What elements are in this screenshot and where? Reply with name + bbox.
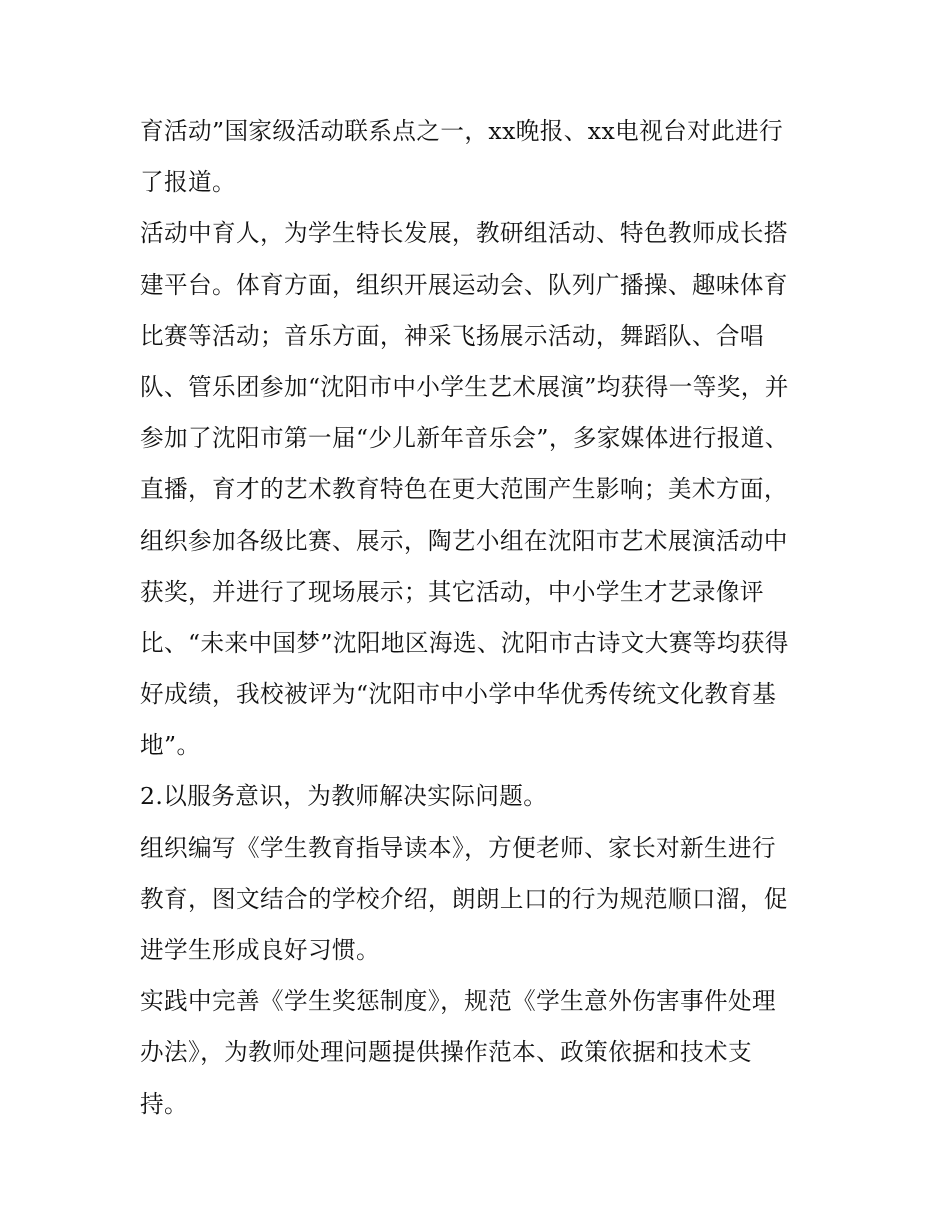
- text-line: 比赛等活动；音乐方面，神采飞扬展示活动，舞蹈队、合唱: [140, 321, 764, 350]
- section-heading: 2.以服务意识，为教师解决实际问题。: [140, 782, 548, 811]
- text-line: 好成绩，我校被评为“沈阳市中小学中华优秀传统文化教育基: [140, 680, 777, 709]
- text-line: 地”。: [140, 731, 201, 760]
- text-line: 建平台。体育方面，组织开展运动会、队列广播操、趣味体育: [140, 270, 788, 299]
- text-line: 直播，育才的艺术教育特色在更大范围产生影响；美术方面，: [140, 475, 788, 504]
- text-line: 比、“未来中国梦”沈阳地区海选、沈阳市古诗文大赛等均获得: [140, 628, 789, 657]
- text-line: 组织编写《学生教育指导读本》，方便老师、家长对新生进行: [140, 833, 777, 862]
- text-line: 办法》，为教师处理问题提供操作范本、政策依据和技术支: [140, 1038, 753, 1067]
- text-line: 参加了沈阳市第一届“少儿新年音乐会”，多家媒体进行报道、: [140, 424, 789, 453]
- text-line: 进学生形成良好习惯。: [140, 936, 380, 964]
- body-text: [140, 106, 820, 1130]
- text-line: 了报道。: [140, 168, 236, 197]
- text-line: 组织参加各级比赛、展示，陶艺小组在沈阳市艺术展演活动中: [140, 526, 788, 555]
- text-line: 活动中育人，为学生特长发展，教研组活动、特色教师成长搭: [140, 219, 788, 248]
- text-line: 队、管乐团参加“沈阳市中小学生艺术展演”均获得一等奖，并: [140, 372, 789, 401]
- text-line: 教育，图文结合的学校介绍，朗朗上口的行为规范顺口溜，促: [140, 884, 788, 913]
- text-line: 持。: [140, 1089, 188, 1118]
- text-line: 获奖，并进行了现场展示；其它活动，中小学生才艺录像评: [140, 577, 764, 606]
- text-line: 实践中完善《学生奖惩制度》，规范《学生意外伤害事件处理: [140, 987, 777, 1016]
- text-line: 育活动”国家级活动联系点之一，xx晚报、xx电视台对此进行: [140, 117, 784, 145]
